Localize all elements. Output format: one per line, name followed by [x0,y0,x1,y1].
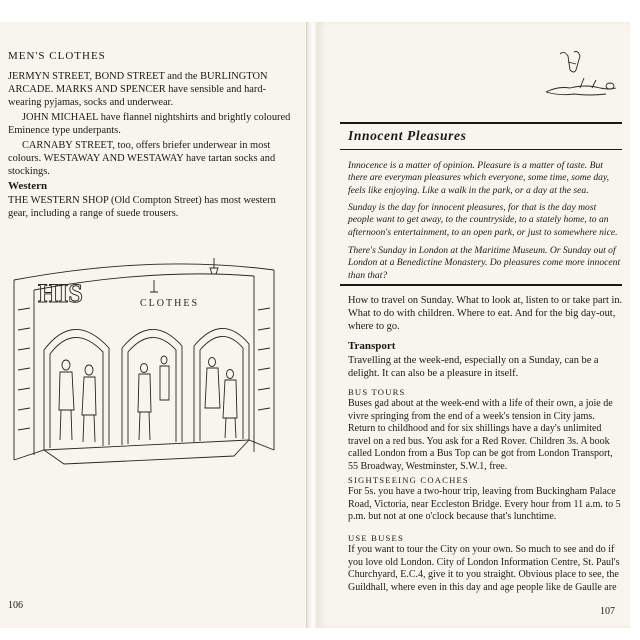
folio-right: 107 [600,606,615,617]
folio-left: 106 [8,600,23,611]
subheading-bus-tours: BUS TOURS [348,387,406,397]
left-page [0,22,307,628]
paragraph-sightseeing-coaches: For 5s. you have a two-hour trip, leaving from Buckingham Palace Road, Victoria, near Eccleston Bridge. Every hour from 11 a.m. to 5 p.m. but not at one o'clock because that's lunchtime. [348,486,621,523]
reclining-figure-illustration [540,48,620,108]
right-page [318,22,630,628]
running-head: MEN'S CLOTHES [8,50,106,62]
paragraph-carnaby: CARNABY STREET, too, offers briefer underwear in most colours. WESTAWAY AND WESTAWAY have tartan socks and stockings. [8,140,276,177]
chapter-title: Innocent Pleasures [348,128,467,143]
section-heading-western: Western [8,180,48,192]
title-rule-bottom [340,149,622,150]
subheading-use-buses: USE BUSES [348,533,404,543]
paragraph-shops: JERMYN STREET, BOND STREET and the BURLINGTON ARCADE. MARKS AND SPENCER have sensible and hard-wearing pyjamas, socks and underwear. [8,71,268,108]
shopfront-illustration [4,250,294,470]
shop-sign-his: HIS [38,279,83,308]
title-rule-top [340,122,622,124]
intro-maritime: There's Sunday in London at the Maritime Museum. Or Sunday out of London at a Benedictine Monastery. Do pleasures come more innocent than that? [348,245,621,281]
paragraph-how-to-travel: How to travel on Sunday. What to look at, listen to or take part in. What to do with children. Where to eat. And for the big day-out, where to go. [348,295,623,332]
shop-sign-clothes: CLOTHES [140,298,199,309]
paragraph-john-michael: JOHN MICHAEL have flannel nightshirts and brightly coloured Eminence type underpants. [8,112,291,136]
subheading-sightseeing-coaches: SIGHTSEEING COACHES [348,475,469,485]
intro-sunday: Sunday is the day for innocent pleasures, for that is the day most people want to get away, to the countryside, to a stately home, to an afternoon's entertainment, to an open park, or just to somewhere nice. [348,202,618,238]
paragraph-transport: Travelling at the week-end, especially on a Sunday, can be a delight. It can also be a pleasure in itself. [348,355,599,379]
book-gutter [306,22,318,628]
paragraph-western: THE WESTERN SHOP (Old Compton Street) has most western gear, including a range of suede trousers. [8,195,276,219]
intro-innocence: Innocence is a matter of opinion. Pleasure is a matter of taste. But there are everyman pleasures which everyone, some time, some day, feels like enjoying. Like a walk in the park, or a day at the sea. [348,160,610,196]
intro-rule [340,284,622,286]
section-heading-transport: Transport [348,340,396,352]
paragraph-bus-tours: Buses gad about at the week-end with a life of their own, a joie de vivre springing from the end of a week's tension in City jams. Return to childhood and for six shillings have a day's unlimited travel on a red bus. You ask for a Red Rover. Children 3s. A book called London from a Bus Top can be got from London Transport, 55 Broadway, Westminster, S.W.1, free. [348,398,613,472]
paragraph-use-buses: If you want to tour the City on your own. So much to see and do if you love old London. City of London Information Centre, St. Paul's Churchyard, E.C.4, give it to you straight. Obvious place to see, the Guildhall, where even in this day and age people like de Gaulle are [348,544,620,593]
